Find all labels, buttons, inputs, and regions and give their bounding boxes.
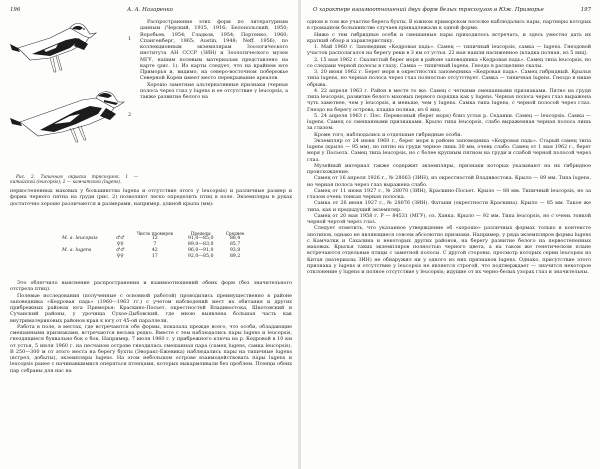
table-header: Среднее [225,231,245,236]
body-paragraph: Музейный материал также содержит экземпляры, признаки которых указывают на их гибридное происхождение. [307,162,591,175]
right-running-header [311,7,591,16]
body-paragraph: Работа в поле, в местах, где встречаются обе формы, показала прежде всего, что особи, обладающие смешанными признаками, встречаются весьма редко. Вместе с тем наблюдались пары lugens и leucopsis, гнездящиеся буквально бок о бок. Например, 7 июля 1960 г. у прибрежного ключа на р. Кедровой в 10 км от устья, 5 июля 1960 г. на песчаном острове гнездилась смешанная пара (самец lugens, самка leucopsis). В 250—300 м от этого места на берегу бухты (Эворакс-Ежевика) наблюдались пары на типичные lugens (встрел, добыты), экземпляры lugens. На этом небольшом острове взаимодействовать пары lugens и leucopsis ранее с начинавшимися оперяться птенцами, которых выкармливали без проблем. Птенцы обеих пар собраны для нас на [10,323,292,374]
wagtail-figure [10,20,138,194]
left-running-header [10,7,290,16]
body-paragraph: Самец от 11 июня 1927 г., № 28070 (ЗИН), Краскино-Посьет. Крыло — 88 мм. Типичный leucopsis, но за глазом очень тонкая черная полоска. [307,187,591,200]
body-paragraph: Самец от 16 апреля 1926 г., № 28063 (ЗИН), из окрестностей Владивостока. Крыло — 89 мм. Типа lugens, но черная полоса через глаз выражена слабо. [307,175,591,188]
body-paragraph: 3. 20 июня 1962 г. Берег моря в окрестностях заповедника «Кедровая падь». Самец гибридный. Крылья типа lugens, но черная полоса через глаз полностью отсутствует. Самка — типичная lugens. Гнездо в нише обрыва. [307,69,591,88]
body-paragraph: Самец от 20 мая 1958 г. Р — 84531 (МГУ), оз. Ханка. Крыло — 92 мм. Типа leucopsis, но с очень тонкой черной чертой через глаз. [307,212,591,225]
table-header: Пределы [190,231,211,236]
figure-caption: Рис. 2. Типичная окраска трясогузок. 1 — китайской (leucopsis); 2 — камчатской (lugens). [10,175,138,186]
table-row: M. a. leucopsis ♂♂ 12 91,0—85,0 88,4 [62,236,241,241]
right-running-head: О характере взаимоотношений двух форм белых трясогузок в Юж. Приморье [313,7,544,13]
body-paragraph: Следует отметить, что указанное утверждение об «хорошо» различных формах только в контексте эпотипов, однако не являющиеся совсем абсолютно признаки. Например, у ряда экземпляров формы lugens с Камчатки и Сахалина и некоторых других районов, на берегу развитие белого на первостепенных маховых. Крылья таких экземпляров полностью черного цвета, а на таком же генетическом плане встречаются отдельные птицы с заметной полосы. С другой стороны, просмотр которых серии leucopsis из Китая (материалы ЗИН) не обнаружил ни у одного из них признаков lugens. Однако, присутствие этого признака у lugens и отсутствие у leucopsis не является строгой, что подтверждает — значится некоторое отклонение у lugens и полное отсутствие у leucopsis; идущие от их черно-белых узорах глаз и значительны. [307,225,591,275]
figure-label-2: 2 [128,112,132,118]
left-page [0,0,298,469]
table-row: ♀♀ 17 92,0—85,0 89,2 [116,254,241,259]
right-body-text [307,19,591,465]
left-running-head: А. А. Назаренко [127,7,173,13]
table-row: M. a. lugens ♂♂ 42 96,0—91,0 93,8 [62,248,241,253]
left-paragraphs-bottom [10,280,292,374]
body-paragraph: 1. Май 1960 г. Заповедник «Кедровая падь». Самец — типичный leucopsis, самка — lugens. Гнездовой участок располагался на берегу реки в 3 км от устья. 22 мая нашли насиженное (кладка полная, из 5 яиц). [307,44,591,57]
body-paragraph: Полевые исследования (полученные с основной работой) проводились преимущественно в районе заповедника «Кедровая падь» (1960—1963 гг.) с учетом наблюдений мест их обитания и других прибрежных районах юга Приморья: Краскино-Посьет, окрестностей Владивостока, Шкотовский и Сучанский районы, у урочища Сухое-Дыбовский, где мною выявлена большая часть как внутриматериковых районов края к югу от 45-ой параллели. [10,292,292,324]
body-paragraph: 5. 24 апреля 1963 г. Пос. Перевозный (берег моря) близ устья р. Седанки. Самец — leucopsis. Самка — lugens. Самец со смешанными признаками. Крыло типа leucopsis, слабо выраженная черная полоса лишь за глазом. [307,112,591,132]
wagtail-illustration [10,20,138,174]
body-paragraph: Самка от 26 июня 1927 г., № 28076 (ЗИН), Фаташи (окрестности Краскина). Крыло — 85 мм. Такое же типа, как и предыдущий экземпляр. [307,200,591,213]
side-paragraph: Хорошо заметные альтернативные признаки (черная полоса через глаз у lugens и ее отсутствие у leucopsis, а также развитие белого на [140,81,288,100]
left-side-text [140,19,288,100]
wagtail-lugens-drawing [10,92,124,142]
body-paragraph: 4. 22 апреля 1963 г. Район в месте то же. Самец с четкими смешанными признаками. Пятно на груди типа leucopsis, развитие белого маховых первого порядка как у lugens. Черная полоса через глаз выражена чуть заметнее, чем у leucopsis, и меньше, чем у lugens. Самка типа lugens, с черной полосой через глаз. Гнездо на берегу острова, кладка полная, из 6 яиц. [307,87,591,113]
body-paragraph: Кроме того, наблюдались и отдельные гибридные особи. [314,131,463,138]
body-paragraph: Это облегчило выяснение распространения и взаимоотношений обеих форм (без значительного отстрела птиц). [10,280,292,293]
figure-label-1: 1 [128,36,132,42]
left-page-number: 196 [10,7,21,13]
body-paragraph: Ниже с тем гибридные особи и смешанные пары приходилось встречать, и здесь уместно дать их краткий обзор и характеристику. [307,31,591,44]
right-page [301,0,599,469]
wagtail-leucopsis-drawing [10,24,96,73]
body-paragraph: 2. 15 мая 1962 г. Скалистый берег моря в районе заповедника «Кедровая падь». Самец типа leucopsis, но со следами черной полосы в глазу. Самка — типичный lugens. Гнездо в расщелине скалы. [307,56,591,69]
right-page-number: 197 [580,7,591,13]
table-row: ♀♀ 7 89,0—83,0 85,7 [116,242,241,247]
table-header: Число промеров [136,231,173,236]
side-paragraph: Распространение этих форм по литературным данным (Черский, 1915, 1916; Белопольский, 1950; Воробьев, 1954; Гладков, 1954; Портенко, 1960; Спангенберг, 1965; Austin, 1948; Neff, 1956), по коллекционным экземплярам Зоологического института АН СССР (ЗИН) и Зоологического музея МГУ, нашим полевым материалам представлено на карте (рис. 1). Из карты следует, что на крайнем юге Приморья и, видимо, на северо-восточном побережье Северной Кореи имеет место перекрывание ареалов. [140,19,288,82]
body-paragraph: Экземпляр от 24 июня 1960 г., берег моря в районе заповедника «Кедровая падь». Старый самец типа lugens (крыло — 95 мм), но пятно на груди черное лишь 30 мм, очень слабо. Самец от 1 мая 1962 г., берег моря у Посьета. Самец типа leucopsis, но с более крупным пятном на груди и слабой черной полосой через глаз. [307,137,591,163]
wing-length-table [60,231,250,260]
body-paragraph: одном и том же участке берега бухты. В южном приморском поселке наблюдались пары, партнеры которых в громадном большинстве случаев принадлежали к одной форме. [307,19,591,32]
left-paragraph-wing-length: первостепенных маховых у большинства lugens и отсутствие этого у leucopsis) и различные размер и форма черного пятна на груди (рис. 2) позволяют легко определить птиц в поле. Экземпляры в руках достаточно хорошо различаются и размерами, например, длиной крыла (мм): [10,188,292,207]
